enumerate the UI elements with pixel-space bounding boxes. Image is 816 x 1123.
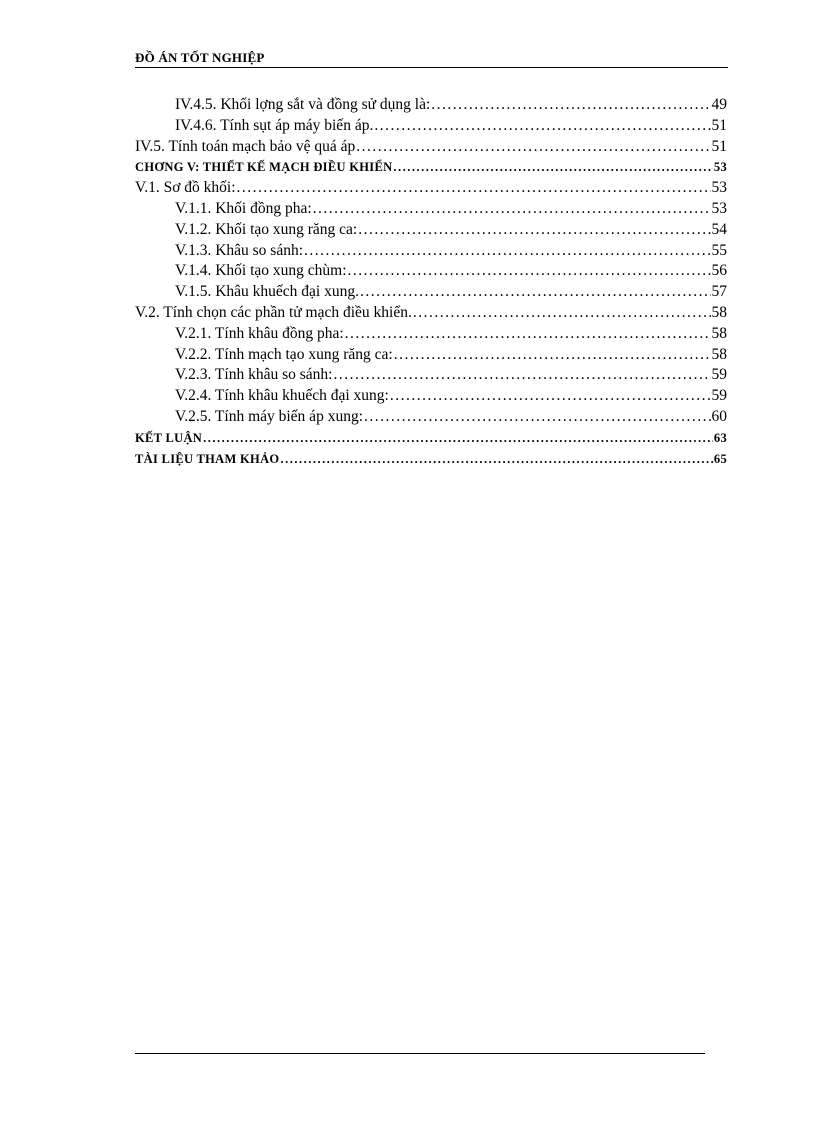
toc-entry-label: V.2.5. Tính máy biến áp xung: bbox=[175, 407, 363, 425]
toc-entry-page: 59 bbox=[711, 366, 727, 384]
toc-entry[interactable] bbox=[135, 137, 727, 158]
page-header bbox=[135, 50, 728, 68]
toc-entry-label: IV.5. Tính toán mạch bảo vệ quá áp bbox=[135, 137, 356, 155]
toc-entry-page: 58 bbox=[711, 324, 727, 342]
dot-leader bbox=[280, 449, 712, 470]
toc-entry-label: TÀI LIỆU THAM KHẢO bbox=[135, 451, 280, 466]
toc-entry[interactable] bbox=[135, 116, 727, 137]
toc-entry[interactable] bbox=[135, 407, 727, 428]
document-title: ĐỒ ÁN TỐT NGHIỆP bbox=[135, 50, 265, 65]
dot-leader bbox=[360, 282, 711, 303]
toc-entry[interactable] bbox=[135, 365, 727, 386]
toc-entry-page: 60 bbox=[711, 407, 727, 425]
toc-entry-page: 65 bbox=[713, 451, 727, 466]
dot-leader bbox=[393, 157, 712, 178]
table-of-contents bbox=[135, 95, 727, 469]
footer-rule bbox=[135, 1053, 705, 1054]
toc-entry[interactable] bbox=[135, 303, 727, 324]
toc-entry-label: IV.4.6. Tính sụt áp máy biến áp. bbox=[175, 116, 374, 134]
toc-entry[interactable] bbox=[135, 178, 727, 199]
toc-entry-page: 58 bbox=[711, 345, 727, 363]
toc-entry-label: V.2.3. Tính khâu so sánh: bbox=[175, 366, 333, 384]
toc-entry[interactable] bbox=[135, 241, 727, 262]
dot-leader bbox=[431, 95, 710, 116]
dot-leader bbox=[313, 199, 711, 220]
toc-entry-page: 51 bbox=[711, 116, 727, 134]
dot-leader bbox=[203, 428, 713, 449]
toc-entry-page: 51 bbox=[711, 137, 727, 155]
toc-entry-page: 59 bbox=[711, 387, 727, 405]
dot-leader bbox=[345, 324, 711, 345]
toc-entry[interactable] bbox=[135, 324, 727, 345]
dot-leader bbox=[348, 261, 711, 282]
toc-entry[interactable] bbox=[135, 449, 727, 470]
toc-entry-label: CHƠNG V: THIẾT KẾ MẠCH ĐIỀU KHIỂN bbox=[135, 160, 393, 175]
toc-entry[interactable] bbox=[135, 386, 727, 407]
toc-entry-label: V.2.2. Tính mạch tạo xung răng ca: bbox=[175, 345, 393, 363]
dot-leader bbox=[364, 407, 711, 428]
toc-entry-page: 57 bbox=[711, 283, 727, 301]
toc-entry-label: V.2. Tính chọn các phần tử mạch điều khiển. bbox=[135, 303, 412, 321]
toc-entry-label: V.1.2. Khối tạo xung răng ca: bbox=[175, 220, 358, 238]
dot-leader bbox=[358, 220, 710, 241]
dot-leader bbox=[356, 137, 710, 158]
toc-entry-page: 53 bbox=[711, 199, 727, 217]
dot-leader bbox=[394, 345, 711, 366]
dot-leader bbox=[237, 178, 711, 199]
toc-entry[interactable] bbox=[135, 199, 727, 220]
toc-entry[interactable] bbox=[135, 345, 727, 366]
toc-entry-label: V.2.1. Tính khâu đồng pha: bbox=[175, 324, 344, 342]
dot-leader bbox=[304, 241, 710, 262]
toc-entry[interactable] bbox=[135, 95, 727, 116]
toc-entry-label: V.1. Sơ đồ khối: bbox=[135, 179, 236, 197]
toc-entry-page: 53 bbox=[713, 160, 727, 175]
dot-leader bbox=[390, 386, 711, 407]
toc-entry-label: KẾT LUẬN bbox=[135, 430, 203, 445]
dot-leader bbox=[333, 365, 710, 386]
toc-entry-page: 53 bbox=[711, 179, 727, 197]
toc-entry-page: 56 bbox=[711, 262, 727, 280]
toc-entry-page: 49 bbox=[711, 96, 727, 113]
toc-entry[interactable] bbox=[135, 157, 727, 178]
toc-entry[interactable] bbox=[135, 220, 727, 241]
toc-entry-label: V.1.5. Khâu khuếch đại xung. bbox=[175, 283, 359, 301]
dot-leader bbox=[374, 116, 710, 137]
toc-entry-label: V.1.3. Khâu so sánh: bbox=[175, 241, 304, 259]
toc-entry[interactable] bbox=[135, 282, 727, 303]
toc-entry-label: IV.4.5. Khối lợng sắt và đồng sử dụng là: bbox=[175, 96, 431, 113]
toc-entry-label: V.2.4. Tính khâu khuếch đại xung: bbox=[175, 387, 389, 405]
toc-entry-label: V.1.1. Khối đồng pha: bbox=[175, 199, 312, 217]
toc-entry-page: 55 bbox=[711, 241, 727, 259]
toc-entry-page: 58 bbox=[711, 303, 727, 321]
toc-entry[interactable] bbox=[135, 428, 727, 449]
toc-entry-page: 63 bbox=[713, 430, 727, 445]
toc-entry[interactable] bbox=[135, 261, 727, 282]
toc-entry-label: V.1.4. Khối tạo xung chùm: bbox=[175, 262, 347, 280]
toc-entry-page: 54 bbox=[711, 220, 727, 238]
dot-leader bbox=[413, 303, 711, 324]
